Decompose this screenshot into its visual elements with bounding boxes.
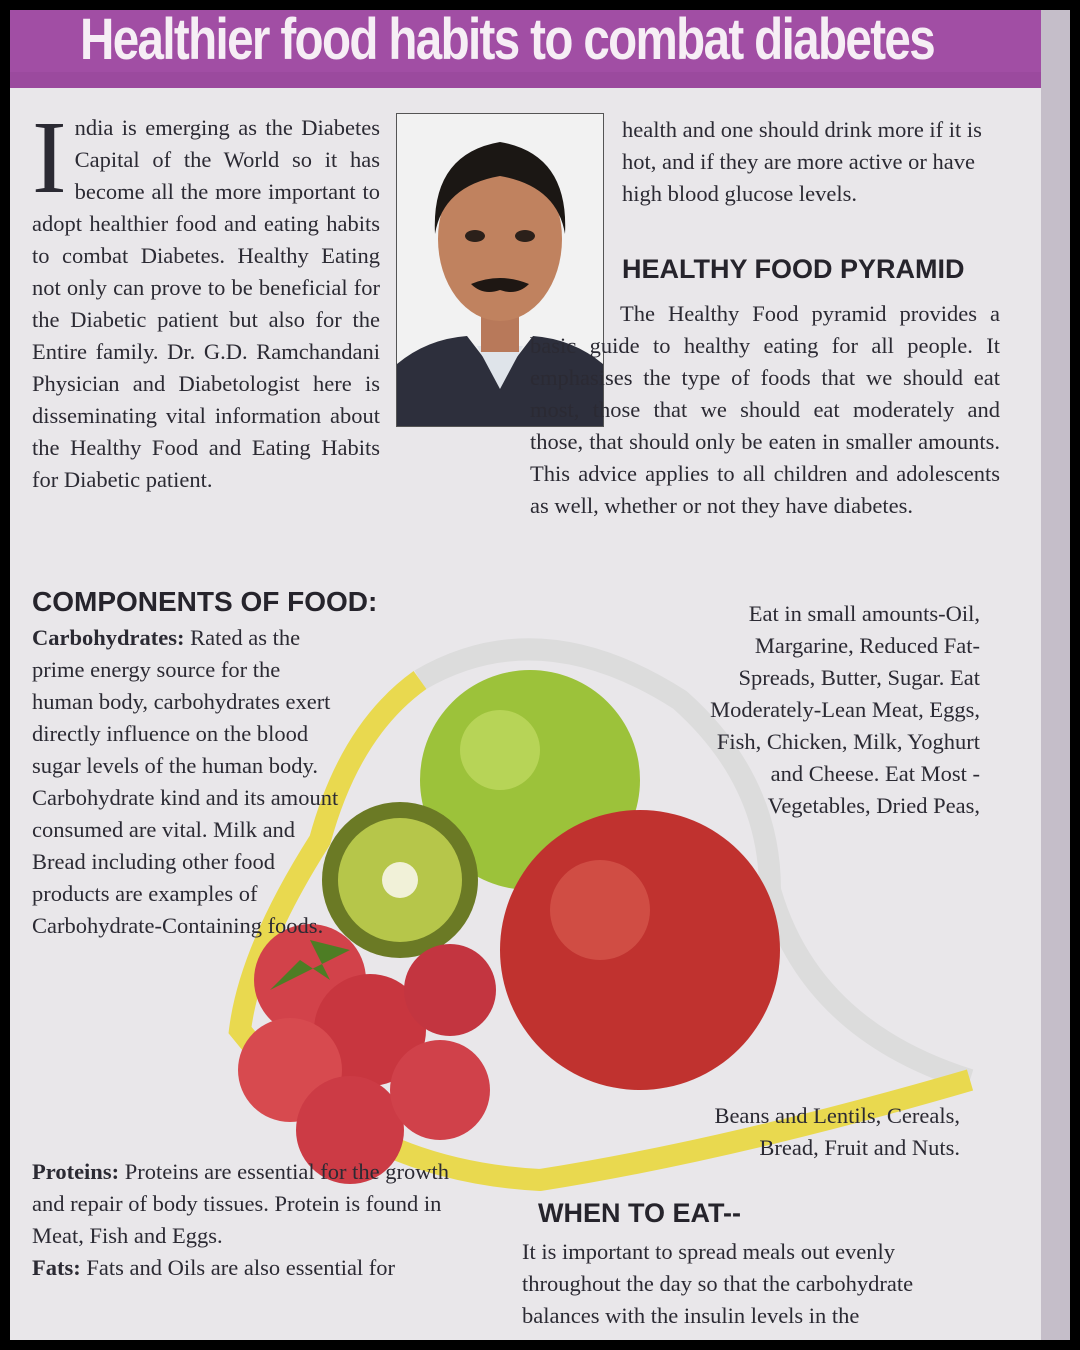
fats-label: Fats:: [32, 1255, 81, 1280]
when-column: [522, 1236, 972, 1332]
drop-cap: I: [32, 100, 67, 215]
headline-banner: [10, 10, 1041, 88]
right-top-column: [622, 114, 1000, 210]
newspaper-page: [10, 10, 1041, 1340]
pyramid-list-column: [690, 598, 980, 822]
carbs-text: Rated as the prime energy source for the human body, carbohydrates exert directly influence on the blood sugar levels of the human body. Carbohydrate kind and its amount consumed are vital. Milk and Bread including other food products are examples of Carbohydrate-Containing foods.: [32, 625, 339, 938]
pyramid-text: The Healthy Food pyramid provides a basic guide to healthy eating for all people. It emphasises the type of foods that we should eat most, those that we should eat moderately and those, that should only be eaten in smaller amounts. This advice applies to all children and adolescents as well, whether or not they have diabetes.: [530, 301, 1000, 518]
carbs-paragraph: [32, 622, 342, 942]
proteins-text: Proteins are essential for the growth and repair of body tissues. Protein is found in Meat, Fish and Eggs.: [32, 1159, 449, 1248]
carbs-column: [32, 622, 342, 942]
pyramid-heading: HEALTHY FOOD PYRAMID: [622, 254, 965, 284]
proteins-paragraph: [32, 1156, 482, 1252]
pyramid-column: [530, 298, 1000, 522]
components-heading: COMPONENTS OF FOOD:: [32, 586, 378, 617]
carbs-label: Carbohydrates:: [32, 625, 185, 650]
page-edge: [1041, 10, 1070, 1340]
intro-text: ndia is emerging as the Diabetes Capital of the World so it has become all the more important to adopt healthier food and eating habits to combat Diabetes. Healthy Eating not only can prove to be beneficial for the Diabetic patient but also for the Entire family. Dr. G.D. Ramchandani Physician and Diabetologist here is disseminating vital information about the Healthy Food and Eating Habits for Diabetic patient.: [32, 115, 380, 492]
top-right-text: health and one should drink more if it is hot, and if they are more active or have high blood glucose levels.: [622, 117, 982, 206]
when-heading: WHEN TO EAT--: [538, 1198, 741, 1228]
fats-paragraph: [32, 1252, 482, 1284]
fats-text: Fats and Oils are also essential for: [86, 1255, 396, 1280]
proteins-column: [32, 1156, 482, 1284]
headline: Healthier food habits to combat diabetes: [80, 10, 935, 72]
when-text: It is important to spread meals out evenly throughout the day so that the carbohydrate balances with the insulin levels in the: [522, 1239, 914, 1328]
proteins-label: Proteins:: [32, 1159, 120, 1184]
intro-paragraph: [32, 100, 380, 496]
pyramid-list-end-text: Beans and Lentils, Cereals, Bread, Fruit and Nuts.: [714, 1103, 960, 1160]
pyramid-list-text: Eat in small amounts-Oil, Margarine, Reduced Fat-Spreads, Butter, Sugar. Eat Moderately-Lean Meat, Eggs, Fish, Chicken, Milk, Yoghurt and Cheese. Eat Most - Vegetables, Dried Peas,: [710, 601, 980, 818]
intro-column: [32, 100, 380, 496]
pyramid-list-end-column: [650, 1100, 960, 1164]
